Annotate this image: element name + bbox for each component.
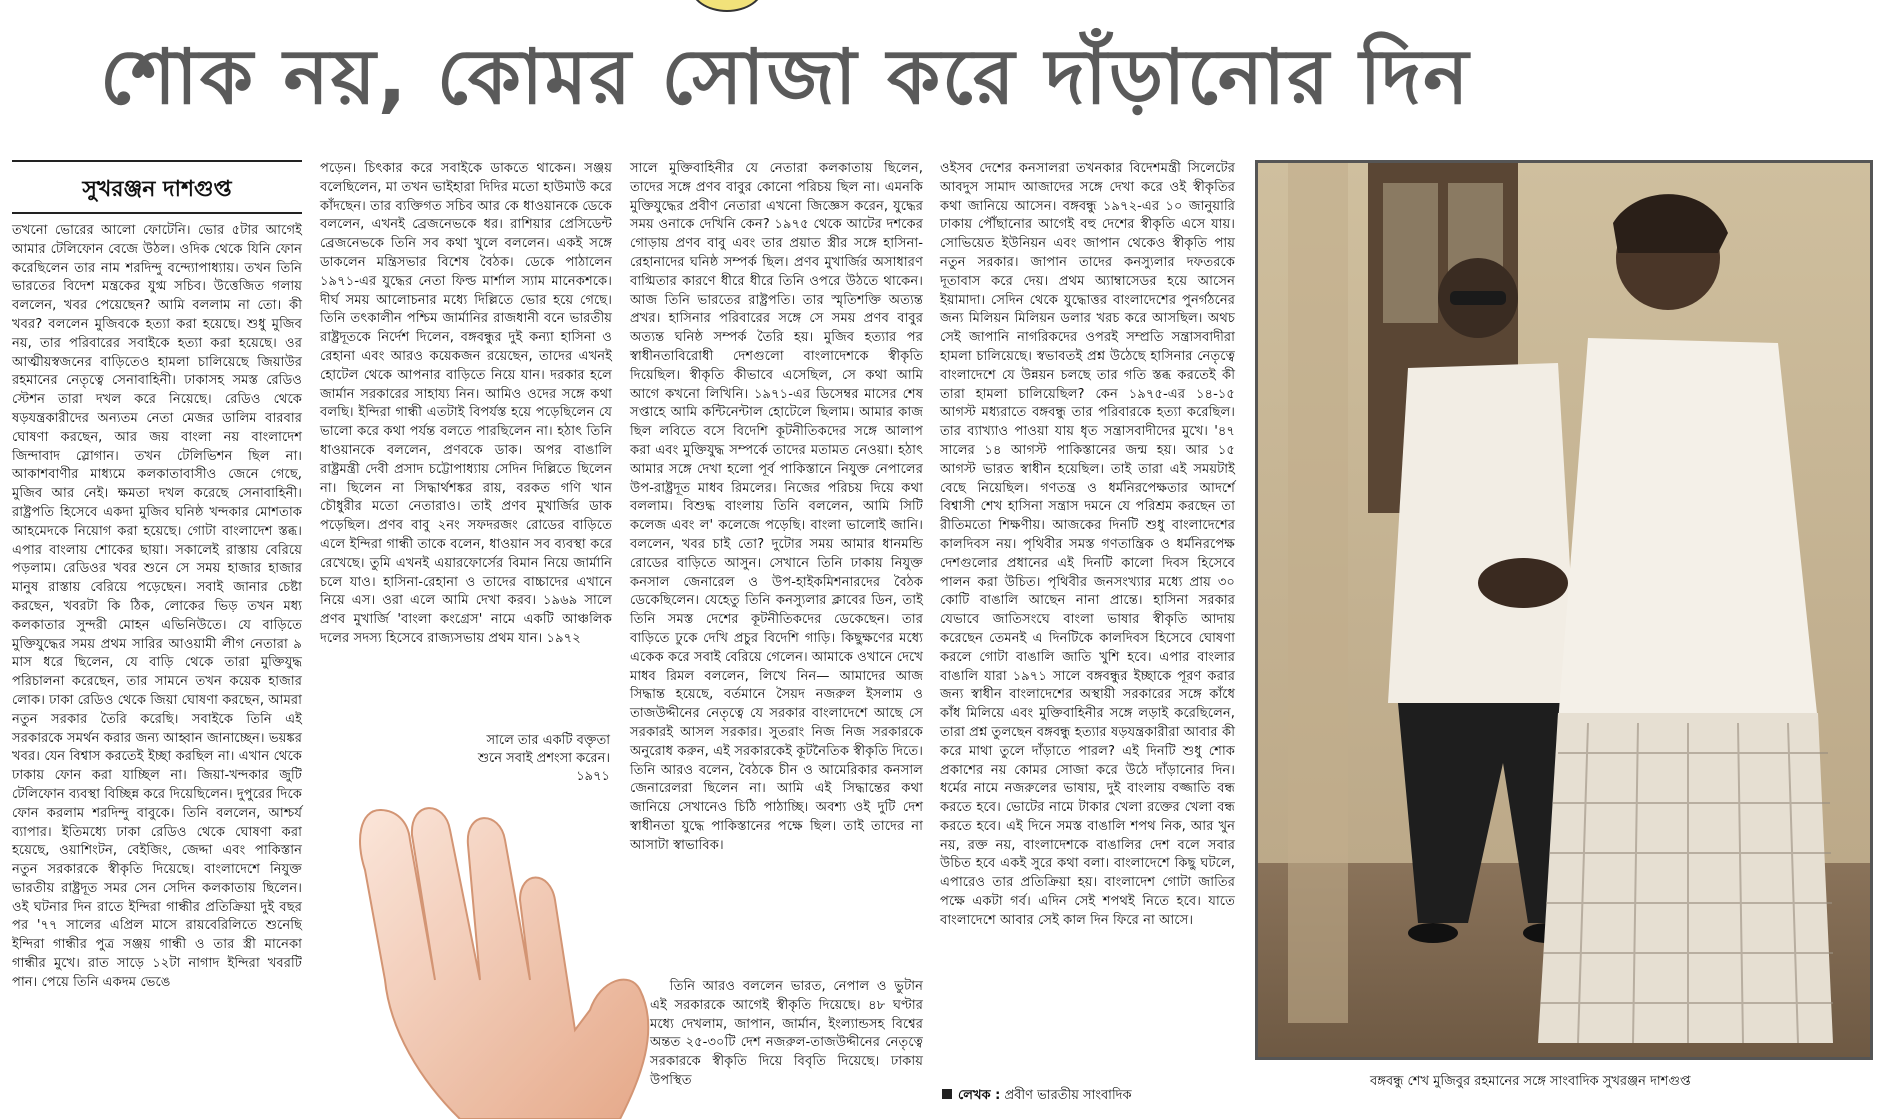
masthead-logo <box>690 0 764 12</box>
historic-photo <box>1255 160 1873 1060</box>
column-3-continued-text: তিনি আরও বললেন ভারত, নেপাল ও ভুটান এই সরকারকে আগেই স্বীকৃতি দিয়েছে। ৪৮ ঘণ্টার মধ্যে দেখলাম, জাপান, জার্মান, ইংল্যান্ডসহ বিশ্বের অন্তত ২৫-৩০টি দেশ নজরুল-তাজউদ্দীনের নেতৃত্বে সরকারকে স্বীকৃতি দিয়ে বিবৃতি দিয়েছে। ঢাকায় উপস্থিত <box>650 979 923 1088</box>
article-column-3 <box>630 160 923 978</box>
byline: সুখরঞ্জন দাশগুপ্ত <box>82 177 232 202</box>
raised-hand-illustration <box>340 780 670 1119</box>
photo-caption: বঙ্গবন্ধু শেখ মুজিবুর রহমানের সঙ্গে সাংবাদিক সুখরঞ্জন দাশগুপ্ত <box>1370 1074 1691 1089</box>
article-column-1 <box>12 222 302 1107</box>
author-note-label: লেখক : <box>958 1088 1001 1103</box>
pull-quote: সালে তার একটি বক্তৃতা শুনে সবাই প্রশংসা করেন। ১৯৭১ <box>477 733 610 784</box>
author-note-text: প্রবীণ ভারতীয় সাংবাদিক <box>1004 1088 1132 1103</box>
article-column-2 <box>320 160 612 758</box>
article-column-3-continued <box>650 978 923 1088</box>
byline-top-rule <box>12 160 302 162</box>
article-column-4 <box>940 160 1235 1070</box>
headline: শোক নয়, কোমর সোজা করে দাঁড়ানোর দিন <box>100 32 1471 121</box>
column-3-text: সালে মুক্তিবাহিনীর যে নেতারা কলকাতায় ছিলেন, তাদের সঙ্গে প্রণব বাবুর কোনো পরিচয় ছিল না। এমনকি মুক্তিযুদ্ধের প্রবীণ নেতারা এখনো জিজ্ঞেস করেন, যুদ্ধের সময় ওনাকে দেখিনি কেন? ১৯৭৫ থেকে আটের দশকের গোড়ায় প্রণব বাবু এবং তার প্রয়াত স্ত্রীর সঙ্গে হাসিনা-রেহানাদের ঘনিষ্ঠ সম্পর্ক ছিল। প্রণব মুখার্জির অসাধারণ বাগ্মিতার কারণে ধীরে ধীরে তিনি ওপরে উঠতে থাকেন। আজ তিনি ভারতের রাষ্ট্রপতি। তার স্মৃতিশক্তি অত্যন্ত প্রখর। হাসিনার পরিবারের সঙ্গে সে সময় প্রণব বাবুর অত্যন্ত ঘনিষ্ঠ সম্পর্ক তৈরি হয়। মুজিব হত্যার পর স্বাধীনতাবিরোধী দেশগুলো বাংলাদেশকে স্বীকৃতি দিয়েছিল। স্বীকৃতি কীভাবে এসেছিল, সে কথা আমি আগে কখনো লিখিনি। ১৯৭১-এর ডিসেম্বর মাসের শেষ সপ্তাহে আমি কন্টিনেন্টাল হোটেলে ছিলাম। আমার কাজ ছিল লবিতে বসে বিদেশি কূটনীতিকদের সঙ্গে আলাপ করা এবং মুক্তিযুদ্ধ সম্পর্কে তাদের মতামত নেওয়া। হঠাৎ আমার সঙ্গে দেখা হলো পূর্ব পাকিস্তানে নিযুক্ত নেপালের উপ-রাষ্ট্রদূত মাধব রিমলের। নিজের পরিচয় দিয়ে কথা বললাম। বিশুদ্ধ বাংলায় তিনি বললেন, আমি সিটি কলেজ এবং ল' কলেজে পড়েছি। বাংলা ভালোই জানি। বললেন, খবর চাই তো? দুটোর সময় আমার ধানমন্ডি রোডের বাড়িতে আসুন। সেখানে তিনি ঢাকায় নিযুক্ত কনসাল জেনারেল ও উপ-হাইকমিশনারদের বৈঠক ডেকেছিলেন। যেহেতু তিনি কনস্যুলার ক্লাবের ডিন, তাই তিনি সমস্ত দেশের কূটনীতিকদের ডেকেছেন। তার বাড়িতে ঢুকে দেখি প্রচুর বিদেশি গাড়ি। কিছুক্ষণের মধ্যে একেক করে সবাই বেরিয়ে গেলেন। আমাকে ওখানে দেখে মাধব রিমল বললেন, লিখে নিন— আমাদের আজ সিদ্ধান্ত হয়েছে, বর্তমানে সৈয়দ নজরুল ইসলাম ও তাজউদ্দীনের নেতৃত্বে যে সরকার বাংলাদেশে আছে সে সরকারই আসল সরকার। সুতরাং নিজ নিজ সরকারকে অনুরোধ করুন, এই সরকারকেই কূটনৈতিক স্বীকৃতি দিতে। তিনি আরও বলেন, বৈঠকে চীন ও আমেরিকার কনসাল জেনারেলরা ছিলেন না। আমি এই সিদ্ধান্তের কথা জানিয়ে সেখানেও চিঠি পাঠাচ্ছি। অবশ্য ওই দুটি দেশ স্বাধীনতা যুদ্ধে পাকিস্তানের পক্ষে ছিল। তাই তাদের না আসাটা স্বাভাবিক। <box>630 161 923 853</box>
byline-bottom-rule <box>12 212 302 214</box>
square-bullet-icon <box>942 1089 952 1099</box>
column-1-text: তখনো ভোরের আলো ফোটেনি। ভোর ৫টার আগেই আমার টেলিফোন বেজে উঠল। ওদিক থেকে যিনি ফোন করেছিলেন তার নাম শরদিন্দু বন্দ্যোপাধ্যায়। তখন তিনি ভারতের বিদেশ মন্ত্রকের যুগ্ম সচিব। উত্তেজিত গলায় বললেন, খবর পেয়েছেন? আমি বললাম না তো। কী খবর? বললেন মুজিবকে হত্যা করা হয়েছে। শুধু মুজিব নয়, তার পরিবারের সবাইকে হত্যা করা হয়েছে। ওর আত্মীয়স্বজনের বাড়িতেও হামলা চালিয়েছে জিয়াউর রহমানের নেতৃত্বে সেনাবাহিনী। ঢাকাসহ সমস্ত রেডিও স্টেশন তারা দখল করে নিয়েছে। রেডিও থেকে ষড়যন্ত্রকারীদের অন্যতম নেতা মেজর ডালিম বারবার ঘোষণা করছেন, আর জয় বাংলা নয় বাংলাদেশ জিন্দাবাদ স্লোগান। তখন টেলিভিশন ছিল না। আকাশবাণীর মাধ্যমে কলকাতাবাসীও জেনে গেছে, মুজিব আর নেই। ক্ষমতা দখল করেছে সেনাবাহিনী। রাষ্ট্রপতি হিসেবে একদা মুজিব ঘনিষ্ঠ খন্দকার মোশতাক আহমেদকে নিয়োগ করা হয়েছে। গোটা বাংলাদেশ স্তব্ধ। এপার বাংলায় শোকের ছায়া। সকালেই রাস্তায় বেরিয়ে পড়লাম। রেডিওর খবর শুনে সে সময় হাজার হাজার মানুষ রাস্তায় বেরিয়ে পড়েছেন। সবাই জানার চেষ্টা করছেন, খবরটা কি ঠিক, লোকের ভিড় তখন মধ্য কলকাতার সুন্দরী মোহন এভিনিউতে। যে বাড়িতে মুক্তিযুদ্ধের সময় প্রথম সারির আওয়ামী লীগ নেতারা ৯ মাস ধরে ছিলেন, যে বাড়ি থেকে তারা মুক্তিযুদ্ধ পরিচালনা করেছেন, তার সামনে তখন কয়েক হাজার লোক। ঢাকা রেডিও থেকে জিয়া ঘোষণা করছেন, আমরা নতুন সরকার তৈরি করেছি। সবাইকে তিনি এই সরকারকে সমর্থন করার জন্য আহ্বান জানাচ্ছেন। ভয়ঙ্কর খবর। যেন বিশ্বাস করতেই ইচ্ছা করছিল না। এখান থেকে ঢাকায় ফোন করা যাচ্ছিল না। জিয়া-খন্দকার জুটি টেলিফোন ব্যবস্থা বিচ্ছিন্ন করে দিয়েছিলেন। দুপুরের দিকে ফোন করলাম শরদিন্দু বাবুকে। তিনি বললেন, আশ্চর্য ব্যাপার। ইতিমধ্যে ঢাকা রেডিও থেকে ঘোষণা করা হয়েছে, ওয়াশিংটন, বেইজিং, জেদ্দা এবং পাকিস্তান নতুন সরকারকে স্বীকৃতি দিয়েছে। বাংলাদেশে নিযুক্ত ভারতীয় রাষ্ট্রদূত সমর সেন সেদিন কলকাতায় ছিলেন। ওই ঘটনার দিন রাতে ইন্দিরা গান্ধীর প্রতিক্রিয়া দুই বছর পর '৭৭ সালের এপ্রিল মাসে রায়বেরিলিতে শুনেছি ইন্দিরা গান্ধীর পুত্র সঞ্জয় গান্ধী ও তার স্ত্রী মানেকা গান্ধীর মুখে। রাত সাড়ে ১২টা নাগাদ ইন্দিরা খবরটি পান। পেয়ে তিনি একদম ভেঙে <box>12 223 302 990</box>
column-4-text: ওইসব দেশের কনসালরা তখনকার বিদেশমন্ত্রী সিলেটের আবদুস সামাদ আজাদের সঙ্গে দেখা করে ওই স্বীকৃতির কথা জানিয়ে আসেন। বঙ্গবন্ধু ১৯৭২-এর ১০ জানুয়ারি ঢাকায় পৌঁছানোর আগেই বহু দেশের স্বীকৃতি এসে যায়। সোভিয়েত ইউনিয়ন এবং জাপান থেকেও স্বীকৃতি পায় নতুন সরকার। জাপান তাদের কনস্যুলার দফতরকে দূতাবাস করে দেয়। প্রথম অ্যাম্বাসেডর হয়ে আসেন ইয়ামাদা। সেদিন থেকে যুদ্ধোত্তর বাংলাদেশের পুনর্গঠনের জন্য মিলিয়ন মিলিয়ন ডলার খরচ করে আসছিল। অথচ সেই জাপানি নাগরিকদের ওপরই সম্প্রতি সন্ত্রাসবাদীরা হামলা চালিয়েছে। স্বভাবতই প্রশ্ন উঠেছে হাসিনার নেতৃত্বে বাংলাদেশে যে উন্নয়ন চলছে তার গতি স্তব্ধ করতেই কী তারা হামলা চালিয়েছিল? কেন ১৯৭৫-এর ১৪-১৫ আগস্ট মধ্যরাতে বঙ্গবন্ধু তার পরিবারকে হত্যা করেছিল। তার ব্যাখ্যাও পাওয়া যায় ধৃত সন্ত্রাসবাদীদের মুখে। '৪৭ সালের ১৪ আগস্ট পাকিস্তানের জন্ম হয়। আর ১৫ আগস্ট ভারত স্বাধীন হয়েছিল। তাই তারা এই সময়টাই বেছে নিয়েছিল। গণতন্ত্র ও ধর্মনিরপেক্ষতার আদর্শে বিশ্বাসী শেখ হাসিনা সন্ত্রাস দমনে যে পরিশ্রম করছেন তা রীতিমতো শিক্ষণীয়। আজকের দিনটি শুধু বাংলাদেশের কালদিবস নয়। পৃথিবীর সমস্ত গণতান্ত্রিক ও ধর্মনিরপেক্ষ দেশগুলোর প্রধানের এই দিনটি কালো দিবস হিসেবে পালন করা উচিত। পৃথিবীর জনসংখ্যার মধ্যে প্রায় ৩০ কোটি বাঙালি আছেন নানা প্রান্তে। হাসিনা সরকার যেভাবে জাতিসংঘে বাংলা ভাষার স্বীকৃতি আদায় করেছেন তেমনই এ দিনটিকে কালদিবস হিসেবে ঘোষণা করলে গোটা বাঙালি জাতি খুশি হবে। এপার বাংলার বাঙালি যারা ১৯৭১ সালে বঙ্গবন্ধুর ইচ্ছাকে পূরণ করার জন্য স্বাধীন বাংলাদেশের অস্থায়ী সরকারের সঙ্গে কাঁধে কাঁধ মিলিয়ে এবং মুক্তিবাহিনীর সঙ্গে লড়াই করেছিলেন, তারা প্রশ্ন তুলছেন বঙ্গবন্ধু হত্যার ষড়যন্ত্রকারীরা আবার কী করে মাথা তুলে দাঁড়াতে পারল? এই দিনটি শুধু শোক প্রকাশের নয় কোমর সোজা করে উঠে দাঁড়ানোর দিন। ধর্মের নামে নজরুলের ভাষায়, দুই বাংলায় বজ্জাতি বন্ধ করতে হবে। ভোটের নামে টাকার খেলা রক্তের খেলা বন্ধ করতে হবে। এই দিনে সমস্ত বাঙালি শপথ নিক, আর খুন নয়, রক্ত নয়, বাংলাদেশকে বাঙালির দেশ বলে সবার উচিত হবে একই সুরে কথা বলা। বাংলাদেশে কিছু ঘটলে, এপারেও তার প্রতিক্রিয়া হয়। বাংলাদেশ গোটা জাতির পক্ষে একটা গর্ব। এদিন সেই শপথই নিতে হবে। যাতে বাংলাদেশে আবার সেই কাল দিন ফিরে না আসে। <box>940 161 1235 928</box>
column-2-text: পড়েন। চিৎকার করে সবাইকে ডাকতে থাকেন। সঞ্জয় বলেছিলেন, মা তখন ভাইহারা দিদির মতো হাউমাউ করে কাঁদছেন। তার ব্যক্তিগত সচিব আর কে ধাওয়ানকে ডেকে বললেন, এখনই ব্রেজনেভকে ধর। রাশিয়ার প্রেসিডেন্ট ব্রেজনেভকে তিনি সব কথা খুলে বললেন। একই সঙ্গে ডাকলেন মন্ত্রিসভার বিশেষ বৈঠক। ডেকে পাঠালেন ১৯৭১-এর যুদ্ধের নেতা ফিল্ড মার্শাল স্যাম মানেকশকে। দীর্ঘ সময় আলোচনার মধ্যে দিল্লিতে ভোর হয়ে গেছে। তিনি তৎকালীন পশ্চিম জার্মানির রাজধানী বনে ভারতীয় রাষ্ট্রদূতকে নির্দেশ দিলেন, বঙ্গবন্ধুর দুই কন্যা হাসিনা ও রেহানা এবং আরও কয়েকজন রয়েছেন, তাদের এখনই হোটেল থেকে আপনার বাড়িতে নিয়ে যান। দরকার হলে জার্মান সরকারের সাহায্য নিন। আমিও ওদের সঙ্গে কথা বলছি। ইন্দিরা গান্ধী এতটাই বিপর্যস্ত হয়ে পড়েছিলেন যে ভালো করে কথা পর্যন্ত বলতে পারছিলেন না। হঠাৎ তিনি ধাওয়ানকে বললেন, প্রণবকে ডাক। অপর বাঙালি রাষ্ট্রমন্ত্রী দেবী প্রসাদ চট্টোপাধ্যায় সেদিন দিল্লিতে ছিলেন না। ছিলেন না সিদ্ধার্থশঙ্কর রায়, বরকত গণি খান চৌধুরীর মতো নেতারাও। তাই প্রণব মুখার্জির ডাক পড়েছিল। প্রণব বাবু ২নং সফদরজং রোডের বাড়িতে এলে ইন্দিরা গান্ধী তাকে বলেন, ধাওয়ান সব ব্যবস্থা করে রেখেছে। তুমি এখনই এয়ারফোর্সের বিমান নিয়ে জার্মানি চলে যাও। হাসিনা-রেহানা ও তাদের বাচ্চাদের এখানে নিয়ে এস। ওরা এলে আমি দেখা করব। ১৯৬৯ সালে প্রণব মুখার্জি 'বাংলা কংগ্রেস' নামে একটি আঞ্চলিক দলের সদস্য হিসেবে রাজ্যসভায় প্রথম যান। ১৯৭২ <box>320 161 612 646</box>
author-note <box>942 1086 1242 1107</box>
photo-illustration <box>1258 163 1870 1057</box>
